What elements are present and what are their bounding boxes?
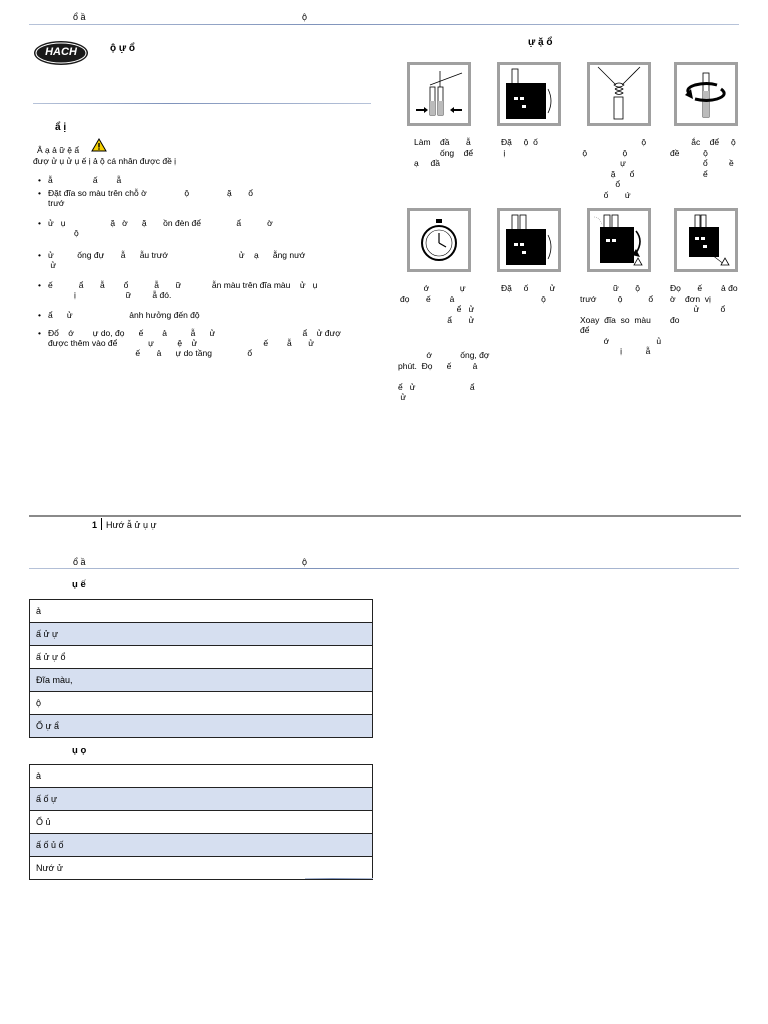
title-rule xyxy=(33,103,371,104)
table2-title: ụ ọ xyxy=(72,745,87,756)
fig-timer xyxy=(407,208,471,272)
bullet-item: • ử ống đự ẫ ẫu trướ ử ạ ẵng nướ ử xyxy=(48,250,305,270)
page-header-center: ộ xyxy=(302,12,308,22)
optional-items-table xyxy=(29,764,373,880)
fig-caption: ớ ự đọ ế ả ể ử ẩ ử xyxy=(400,283,475,325)
bullet-item: • ế ẩ ẫ ổ ẫ ữ ẫn màu trên đĩa màu ử ụ ị ữ ẫ đó. xyxy=(48,280,317,300)
fig-comparator-box xyxy=(497,62,561,126)
illustrations-title: ự ặ ổ xyxy=(528,37,553,48)
table-cell: ả xyxy=(30,765,373,788)
table-cell: ấ ử ự xyxy=(30,623,373,646)
bullet-item: • ẩ ử ảnh hưởng đến độ xyxy=(48,310,200,320)
warning-text-2: đượ ử ụ ử ụ ế ị ả ộ cá nhân được đề ị xyxy=(33,156,177,166)
logo-text: HACH xyxy=(45,46,77,58)
header-rule xyxy=(29,24,739,25)
fig-caption: ắc để ộ đề ộ ổ ề ể xyxy=(670,137,736,179)
bullet-item: • ẫ ấ ẫ xyxy=(48,175,121,185)
fig-caption: ộ ộ ộ ự ặ ổ ổ ố ứ xyxy=(582,137,647,200)
table-cell: ấ ử ự ổ xyxy=(30,646,373,669)
fig-caption: ữ ộ trướ ộ ổ Xoay đĩa so màu để ớ ủ ị ẫ xyxy=(580,283,662,356)
hach-logo xyxy=(33,40,89,66)
fig-caption: Đọ ế ả đo ờ đơn vị ử ổ đo xyxy=(670,283,738,325)
page2-header-rule xyxy=(29,568,739,569)
table1-title: ụ ế xyxy=(72,579,86,590)
page-number: 1 xyxy=(92,520,98,530)
table-cell: Đĩa màu, xyxy=(30,669,373,692)
footer-rule xyxy=(29,515,741,517)
fig-caption: Đặ ố ử ộ xyxy=(501,283,556,304)
page2-header-center: ộ xyxy=(302,557,308,567)
table-cell: ộ xyxy=(30,692,373,715)
fig-caption: Làm đầ ẫ ống để ạ đầ xyxy=(414,137,474,168)
footer-text: Hướ ẫ ử ụ ự xyxy=(106,520,157,530)
table-cell: Ổ ự ẩ xyxy=(30,715,373,738)
fig-rotate-disc xyxy=(587,208,651,272)
fig-comparator-two-tubes xyxy=(497,208,561,272)
fig-fill-tubes xyxy=(407,62,471,126)
doc-title: ộ ự ổ xyxy=(110,43,136,54)
table2-bottom-rule xyxy=(305,878,373,879)
fig-caption: Đặ ộ ố ị xyxy=(501,137,538,158)
bullet-item: • Đổ ớ ự do, đọ ế ả ẫ ử ẩ ử đượ được thêm vào để ự ệ ử ế ẫ ử ế ả ự do tầng ổ xyxy=(48,328,341,358)
table-cell: ả xyxy=(30,600,373,623)
footer-divider xyxy=(101,518,102,530)
note-block: ớ ống, đợ phút. Đọ ế ả ể ử ẩ ử xyxy=(398,350,490,402)
table-cell: ấ ố ủ ố xyxy=(30,834,373,857)
fig-add-reagent xyxy=(587,62,651,126)
table-cell: Nướ ử xyxy=(30,857,373,880)
supplied-items-table xyxy=(29,599,373,738)
page-header-left: ổ ầ xyxy=(73,12,86,22)
fig-read-result xyxy=(674,208,738,272)
bullet-item: • Đặt đĩa so màu trên chỗ ờ ộ ặ ổ trướ xyxy=(48,188,253,208)
warning-text-1: Â ạ ả ữ ệ ẩ xyxy=(37,145,80,155)
page2-header-left: ổ ầ xyxy=(73,557,86,567)
warning-icon xyxy=(91,138,107,157)
table-cell: Ổ ủ xyxy=(30,811,373,834)
bullet-item: • ử ụ ặ ờ ặ ồn đèn để ẩ ờ ộ xyxy=(48,218,273,238)
table-cell: ấ ố ự xyxy=(30,788,373,811)
fig-swirl-tube xyxy=(674,62,738,126)
safety-heading: ẩ ị xyxy=(55,122,67,133)
